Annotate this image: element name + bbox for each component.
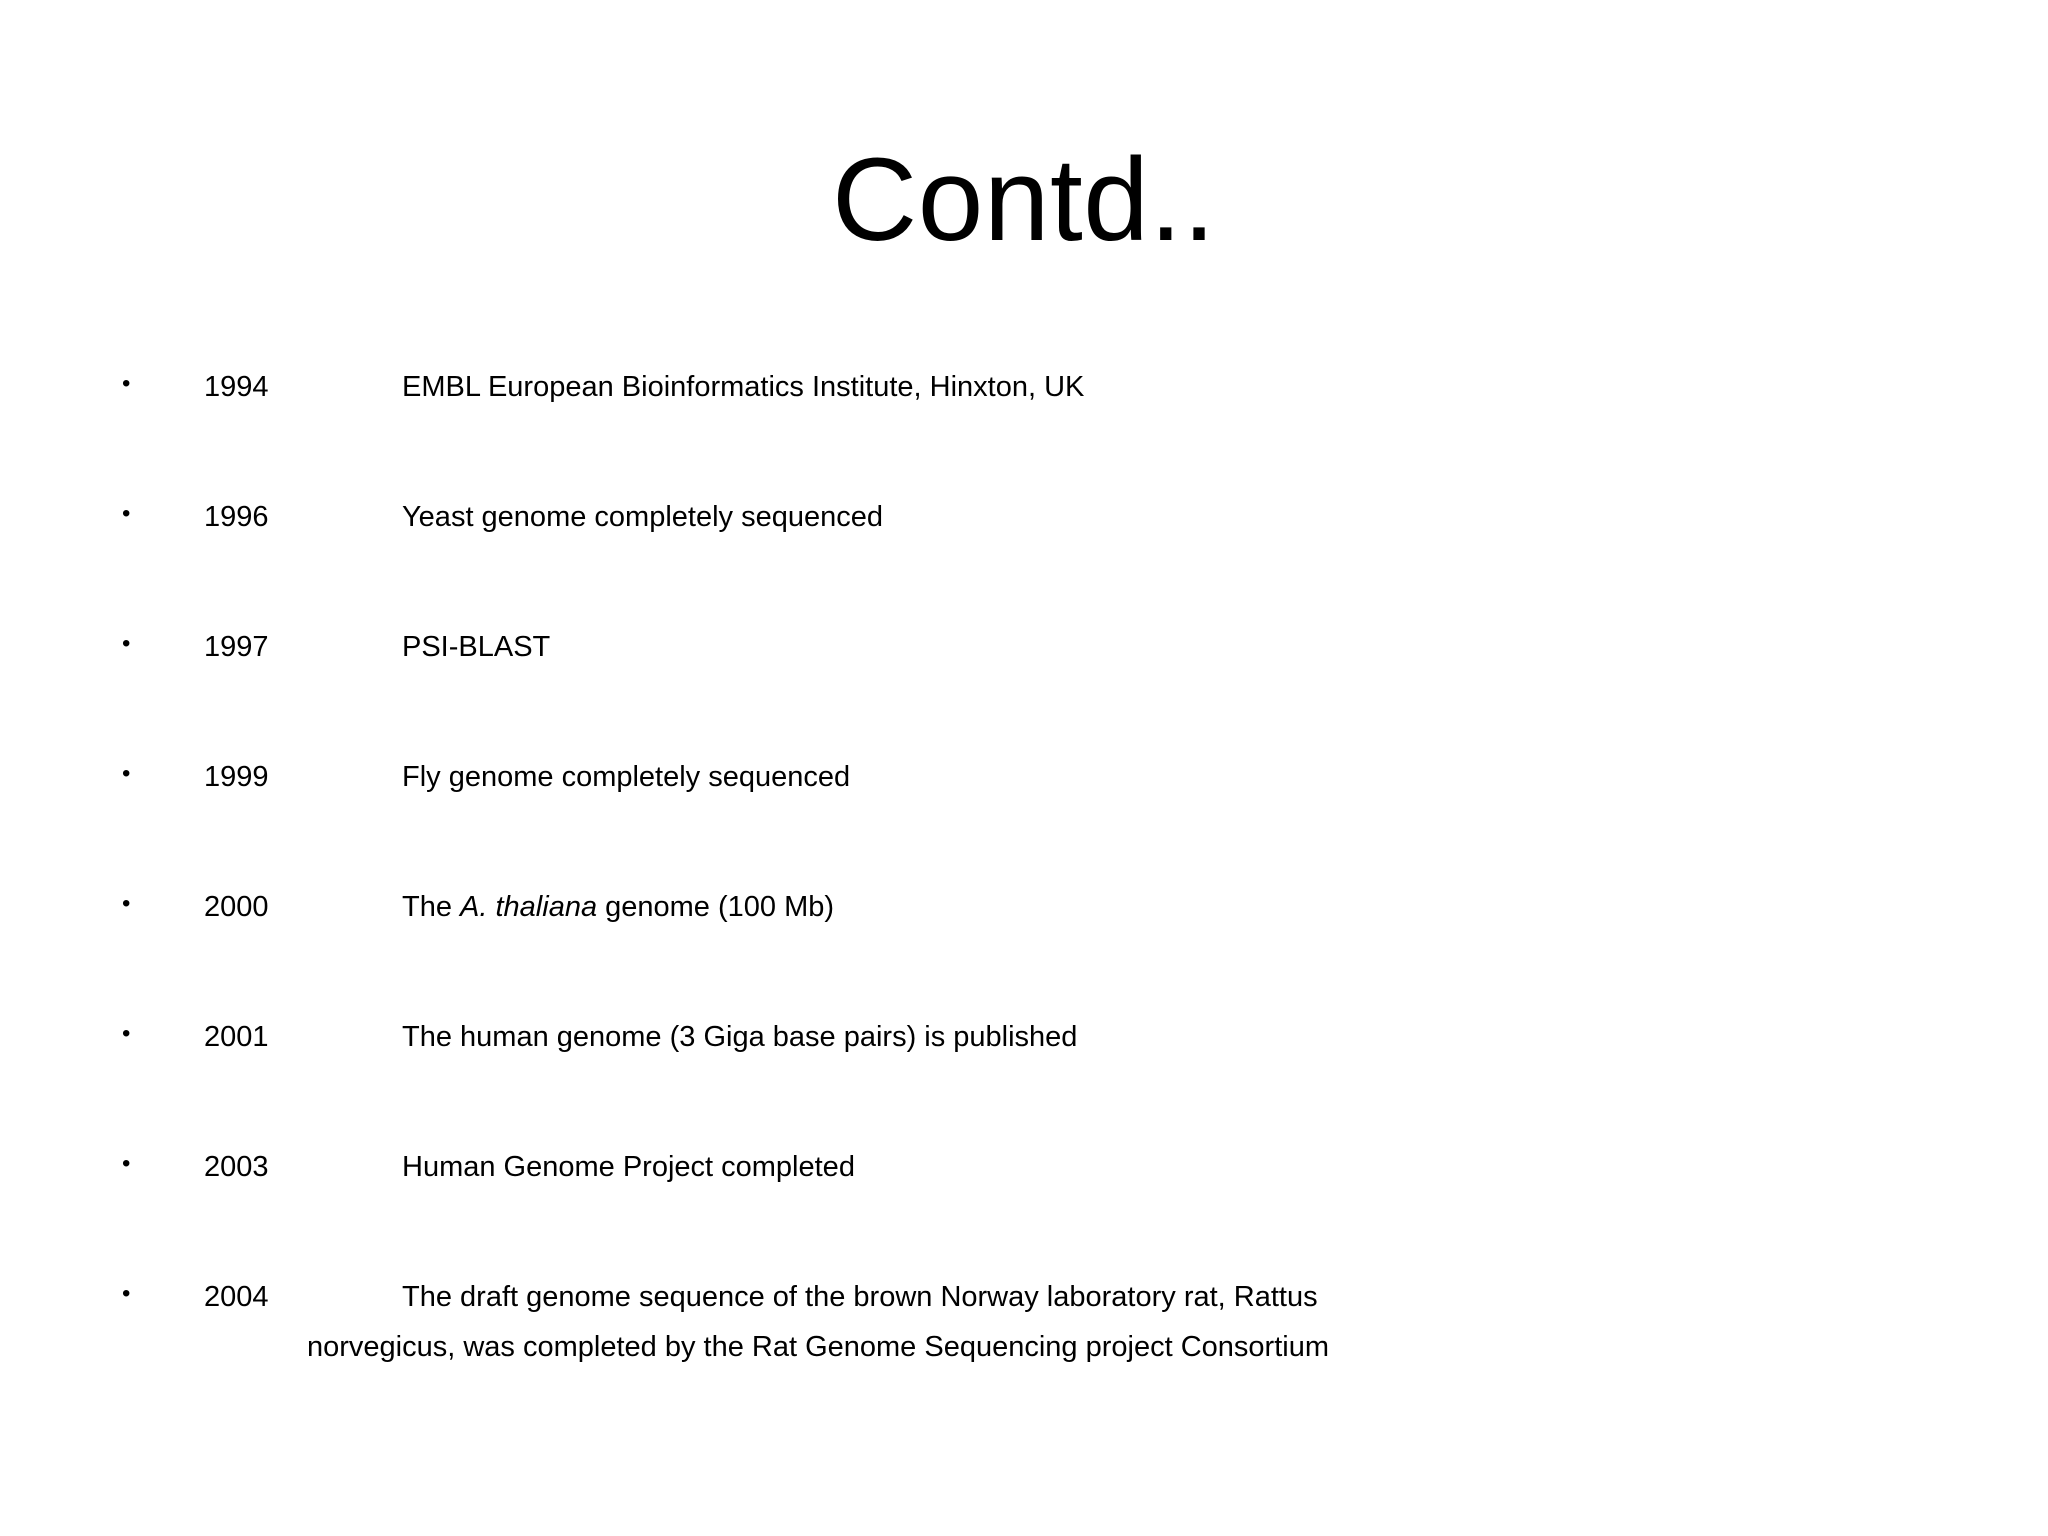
timeline-event: Yeast genome completely sequenced	[402, 501, 883, 533]
bullet-icon: •	[122, 760, 131, 787]
timeline-event: Human Genome Project completed	[402, 1151, 855, 1183]
bullet-icon: •	[122, 500, 131, 527]
timeline-year: 2003	[204, 1151, 269, 1183]
bullet-icon: •	[122, 630, 131, 657]
timeline-item-2000	[0, 882, 2048, 932]
timeline-year: 2004	[204, 1281, 269, 1313]
timeline-year: 1999	[204, 761, 269, 793]
timeline-event: PSI-BLAST	[402, 631, 551, 663]
timeline-event-continuation: norvegicus, was completed by the Rat Genome Sequencing project Consortium	[307, 1331, 1329, 1363]
timeline-event: EMBL European Bioinformatics Institute, Hinxton, UK	[402, 371, 1085, 403]
species-name: A. thaliana	[460, 891, 598, 923]
timeline-item-2004	[0, 1272, 2048, 1322]
timeline-year: 1997	[204, 631, 269, 663]
bullet-icon: •	[122, 1150, 131, 1177]
timeline-event: The human genome (3 Giga base pairs) is published	[402, 1021, 1078, 1053]
timeline-item-1997	[0, 622, 2048, 672]
timeline-item-1994	[0, 362, 2048, 412]
timeline-event: The draft genome sequence of the brown Norway laboratory rat, Rattus	[402, 1281, 1318, 1313]
timeline-year: 2000	[204, 891, 269, 923]
timeline-item-2003	[0, 1142, 2048, 1192]
timeline-event	[402, 882, 834, 932]
timeline-year: 2001	[204, 1021, 269, 1053]
bullet-icon: •	[122, 1020, 131, 1047]
event-text-prefix: The	[402, 891, 461, 923]
bullet-icon: •	[122, 890, 131, 917]
timeline-event: Fly genome completely sequenced	[402, 761, 851, 793]
bullet-icon: •	[122, 370, 131, 397]
slide-title: Contd..	[832, 134, 1216, 266]
bullet-icon: •	[122, 1280, 131, 1307]
event-text-suffix: genome (100 Mb)	[597, 891, 835, 923]
timeline-year: 1996	[204, 501, 269, 533]
timeline-item-1999	[0, 752, 2048, 802]
timeline-item-1996	[0, 492, 2048, 542]
timeline-year: 1994	[204, 371, 269, 403]
timeline-item-2001	[0, 1012, 2048, 1062]
